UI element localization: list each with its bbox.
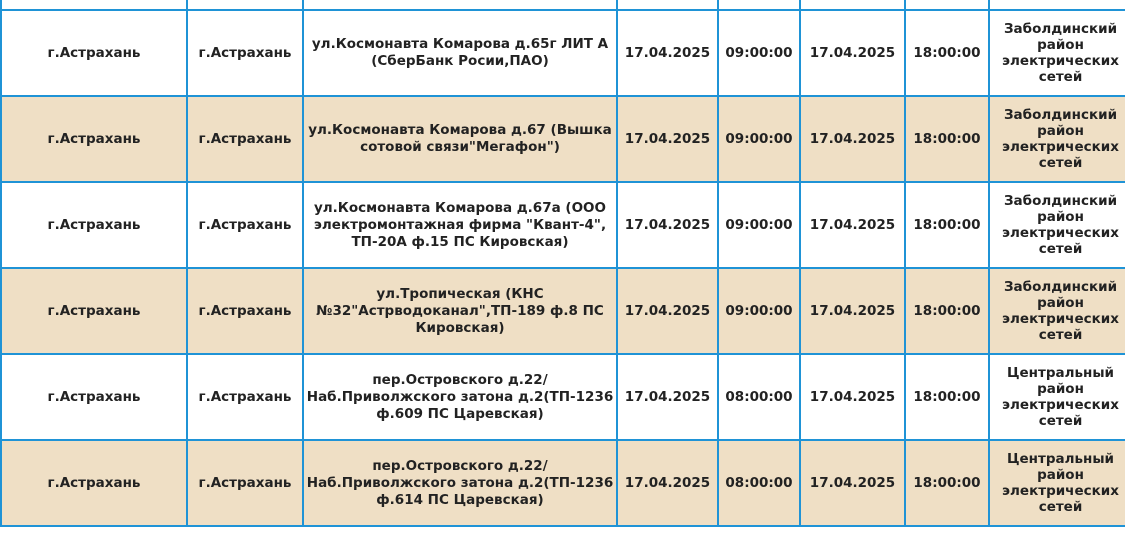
address-cell: ул.Космонавта Комарова д.67 (Вышка сотовой связи"Мегафон") [303, 96, 617, 182]
start-date-cell: 17.04.2025 [617, 440, 718, 526]
district-cell: Центральный район электрических сетей [989, 440, 1125, 526]
end-time-cell: 18:00:00 [905, 96, 989, 182]
end-date-cell: 17.04.2025 [800, 96, 905, 182]
address-cell: ул.Космонавта Комарова д.67а (ООО электромонтажная фирма "Квант-4", ТП-20А ф.15 ПС Кировская) [303, 182, 617, 268]
district-cell: Заболдинский район электрических сетей [989, 10, 1125, 96]
table-row [1, 268, 1125, 354]
table-row [1, 96, 1125, 182]
end-time-cell: 18:00:00 [905, 440, 989, 526]
start-time-cell: 09:00:00 [718, 10, 800, 96]
table-cell [303, 0, 617, 10]
table-cell [989, 0, 1125, 10]
start-time-cell: 09:00:00 [718, 96, 800, 182]
end-time-cell: 18:00:00 [905, 10, 989, 96]
district-cell: Заболдинский район электрических сетей [989, 182, 1125, 268]
end-date-cell: 17.04.2025 [800, 182, 905, 268]
settlement-cell: г.Астрахань [187, 268, 303, 354]
start-time-cell: 09:00:00 [718, 268, 800, 354]
address-cell: ул.Тропическая (КНС №32"Астрводоканал",ТП-189 ф.8 ПС Кировская) [303, 268, 617, 354]
address-cell: пер.Островского д.22/ Наб.Приволжского затона д.2(ТП-1236 ф.609 ПС Царевская) [303, 354, 617, 440]
start-time-cell: 08:00:00 [718, 354, 800, 440]
table-cell [187, 0, 303, 10]
city-cell: г.Астрахань [1, 440, 187, 526]
end-date-cell: 17.04.2025 [800, 10, 905, 96]
end-date-cell: 17.04.2025 [800, 440, 905, 526]
table-cell [800, 0, 905, 10]
table-body [1, 0, 1125, 526]
city-cell: г.Астрахань [1, 268, 187, 354]
address-cell: ул.Космонавта Комарова д.65г ЛИТ А (СберБанк Росии,ПАО) [303, 10, 617, 96]
start-date-cell: 17.04.2025 [617, 96, 718, 182]
end-time-cell: 18:00:00 [905, 268, 989, 354]
district-cell: Заболдинский район электрических сетей [989, 96, 1125, 182]
start-date-cell: 17.04.2025 [617, 268, 718, 354]
city-cell: г.Астрахань [1, 96, 187, 182]
table-cell [617, 0, 718, 10]
district-cell: Центральный район электрических сетей [989, 354, 1125, 440]
table-row [1, 354, 1125, 440]
city-cell: г.Астрахань [1, 182, 187, 268]
settlement-cell: г.Астрахань [187, 96, 303, 182]
end-date-cell: 17.04.2025 [800, 354, 905, 440]
start-date-cell: 17.04.2025 [617, 182, 718, 268]
address-cell: пер.Островского д.22/ Наб.Приволжского затона д.2(ТП-1236 ф.614 ПС Царевская) [303, 440, 617, 526]
start-date-cell: 17.04.2025 [617, 10, 718, 96]
table-cell [905, 0, 989, 10]
city-cell: г.Астрахань [1, 10, 187, 96]
table-cell [718, 0, 800, 10]
table-row [1, 440, 1125, 526]
table-row-partial [1, 0, 1125, 10]
start-date-cell: 17.04.2025 [617, 354, 718, 440]
table-row [1, 10, 1125, 96]
district-cell: Заболдинский район электрических сетей [989, 268, 1125, 354]
end-date-cell: 17.04.2025 [800, 268, 905, 354]
start-time-cell: 09:00:00 [718, 182, 800, 268]
table-cell [1, 0, 187, 10]
start-time-cell: 08:00:00 [718, 440, 800, 526]
settlement-cell: г.Астрахань [187, 182, 303, 268]
settlement-cell: г.Астрахань [187, 10, 303, 96]
end-time-cell: 18:00:00 [905, 354, 989, 440]
settlement-cell: г.Астрахань [187, 440, 303, 526]
table-row [1, 182, 1125, 268]
city-cell: г.Астрахань [1, 354, 187, 440]
end-time-cell: 18:00:00 [905, 182, 989, 268]
settlement-cell: г.Астрахань [187, 354, 303, 440]
